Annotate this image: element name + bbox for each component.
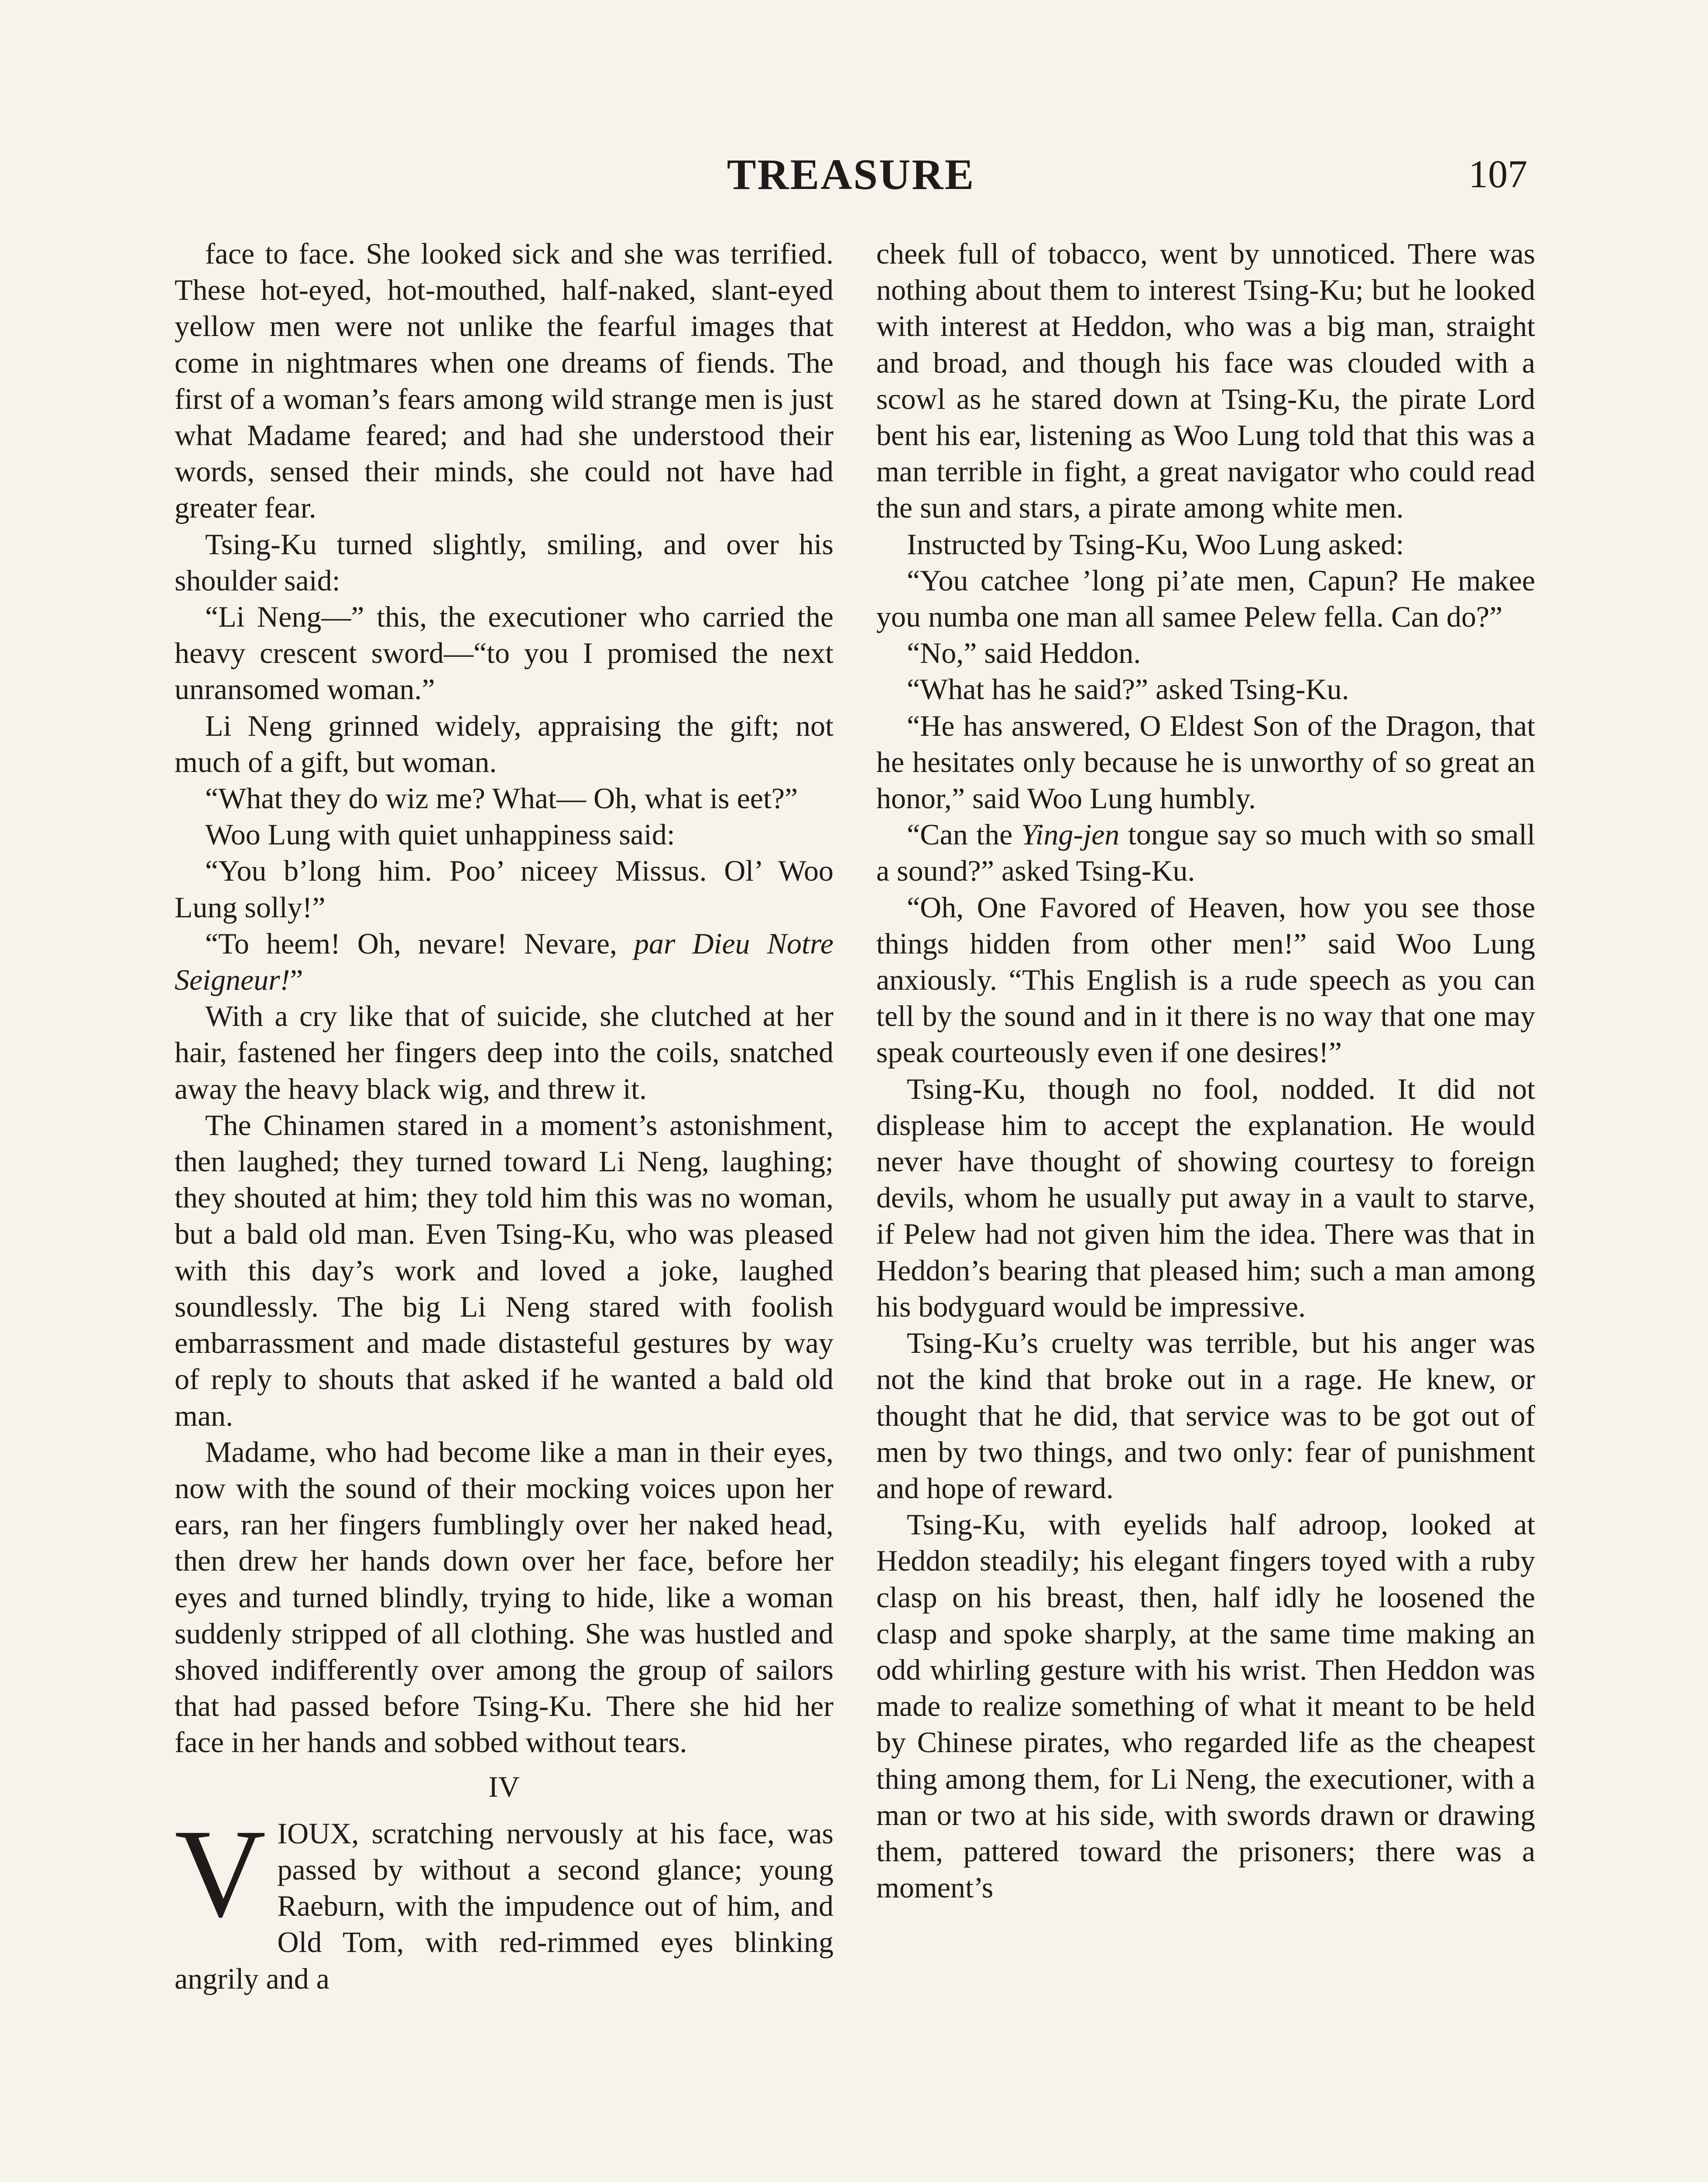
paragraph: Tsing-Ku turned slightly, smiling, and over his shoulder said:	[175, 527, 833, 597]
paragraph: “What has he said?” asked Tsing-Ku.	[907, 672, 1349, 706]
paragraph: Tsing-Ku, with eyelids half adroop, looked at Heddon steadily; his elegant fingers toyed with a ruby clasp on his breast, then, half idly he loosened the clasp and spoke sharply, at the same time making an odd whirling gesture with his wrist. Then Heddon was made to realize something of what it meant to be held by Chinese pirates, who regarded life as the cheapest thing among them, for Li Neng, the executioner, with a man or two at his side, with swords drawn or drawing them, pattered toward the prisoners; there was a moment’s	[876, 1508, 1535, 1904]
opening-text: IOUX, scratching nervously at his face, was passed by without a second glance; young Raeburn, with the impudence out of him, and Old Tom, with red-rimmed eyes blinking angrily and a	[175, 1816, 833, 1995]
text-run: tongue say so much with so small a sound?” asked Tsing-Ku.	[876, 818, 1535, 888]
paragraph: “Li Neng—” this, the executioner who carried the heavy crescent sword—“to you I promised the next unransomed woman.”	[175, 600, 833, 706]
paragraph: “You b’long him. Poo’ niceey Missus. Ol’ Woo Lung solly!”	[175, 854, 833, 924]
italic-text: par Dieu Notre Seigneur!	[175, 926, 833, 997]
paragraph: Instructed by Tsing-Ku, Woo Lung asked:	[907, 527, 1404, 561]
paragraph: The Chinamen stared in a moment’s astonishment, then laughed; they turned toward Li Neng, laughing; they shouted at him; they told him this was no woman, but a bald old man. Even Tsing-Ku, who was pleased with this day’s work and loved a joke, laughed soundlessly. The big Li Neng stared with foolish embarrassment and made distasteful gestures by way of reply to shouts that asked if he wanted a bald old man.	[175, 1108, 833, 1432]
section-heading: IV	[488, 1770, 520, 1803]
paragraph: “No,” said Heddon.	[907, 636, 1141, 670]
text-run: “Can the	[907, 818, 1021, 851]
paragraph: “You catchee ’long pi’ate men, Capun? He makee you numba one man all samee Pelew fella. Can do?”	[876, 563, 1535, 634]
paragraph: “Oh, One Favored of Heaven, how you see those things hidden from other men!” said Woo Lung anxiously. “This English is a rude speech as you can tell by the sound and in it there is no way that one may speak courteously even if one desires!”	[876, 890, 1535, 1069]
right-column	[876, 236, 1535, 2182]
page-number: 107	[1468, 153, 1527, 196]
paragraph: Li Neng grinned widely, appraising the gift; not much of a gift, but woman.	[175, 709, 833, 779]
paragraph	[876, 817, 1535, 889]
left-column	[175, 236, 833, 2182]
paragraph: Tsing-Ku, though no fool, nodded. It did not displease him to accept the explanation. He would never have thought of showing courtesy to foreign devils, whom he usually put away in a vault to starve, if Pelew had not given him the idea. There was that in Heddon’s bearing that pleased him; such a man among his bodyguard would be impressive.	[876, 1072, 1535, 1323]
drop-cap: V	[175, 1803, 266, 1943]
paragraph: “What they do wiz me? What— Oh, what is eet?”	[205, 782, 798, 815]
text-run: ”	[290, 963, 303, 997]
running-title: TREASURE	[727, 150, 975, 199]
text-run: “To heem! Oh, nevare! Nevare,	[205, 926, 634, 960]
paragraph	[175, 926, 833, 998]
paragraph: cheek full of tobacco, went by unnoticed. There was nothing about them to interest Tsing-Ku; but he looked with interest at Heddon, who was a big man, straight and broad, and though his face was clouded with a scowl as he stared down at Tsing-Ku, the pirate Lord bent his ear, listening as Woo Lung told that this was a man terrible in fight, a great navigator who could read the sun and stars, a pirate among white men.	[876, 237, 1535, 525]
paragraph: Madame, who had become like a man in their eyes, now with the sound of their mocking voices upon her ears, ran her fingers fumblingly over her naked head, then drew her hands down over her face, before her eyes and turned blindly, trying to hide, like a woman suddenly stripped of all clothing. She was hustled and shoved indifferently over among the group of sailors that had passed before Tsing-Ku. There she hid her face in her hands and sobbed without tears.	[175, 1435, 833, 1759]
paragraph: Tsing-Ku’s cruelty was terrible, but his anger was not the kind that broke out in a rage. He knew, or thought that he did, that service was to be got out of men by two things, and two only: fear of punishment and hope of reward.	[876, 1326, 1535, 1505]
paragraph: “He has answered, O Eldest Son of the Dragon, that he hesitates only because he is unworthy of so great an honor,” said Woo Lung humbly.	[876, 709, 1535, 815]
italic-text: Ying-jen	[1021, 818, 1120, 851]
section-opening-paragraph	[175, 1803, 833, 1997]
paragraph: With a cry like that of suicide, she clutched at her hair, fastened her fingers deep into the coils, snatched away the heavy black wig, and threw it.	[175, 999, 833, 1105]
paragraph: face to face. She looked sick and she was terrified. These hot-eyed, hot-mouthed, half-naked, slant-eyed yellow men were not unlike the fearful images that come in nightmares when one dreams of fiends. The first of a woman’s fears among wild strange men is just what Madame feared; and had she understood their words, sensed their minds, she could not have had greater fear.	[175, 237, 833, 525]
paragraph: Woo Lung with quiet unhappiness said:	[205, 818, 675, 851]
page-header	[175, 142, 1527, 207]
